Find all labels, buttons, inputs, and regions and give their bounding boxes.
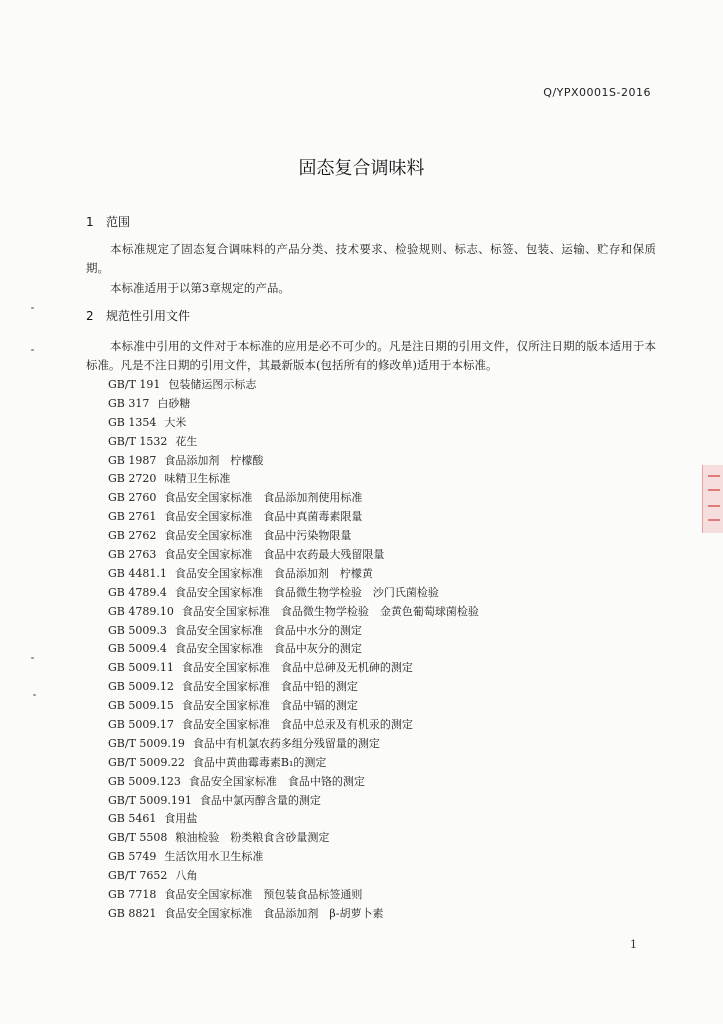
section-2-heading <box>86 307 190 324</box>
reference-item <box>108 905 479 924</box>
reference-code: GB 4481.1 <box>108 566 167 580</box>
reference-item <box>108 867 479 886</box>
reference-item <box>108 848 479 867</box>
reference-code: GB 4789.10 <box>108 604 174 618</box>
scope-applicability-paragraph: 本标准适用于以第3章规定的产品。 <box>110 281 290 295</box>
reference-title: 食品安全国家标准 食品中真菌毒素限量 <box>164 510 363 524</box>
standard-code: Q/YPX0001S-2016 <box>543 86 651 99</box>
reference-title: 食品安全国家标准 食品添加剂使用标准 <box>164 491 363 505</box>
reference-code: GB 1987 <box>108 453 157 467</box>
reference-item <box>108 584 479 603</box>
reference-title: 食品安全国家标准 食品中水分的测定 <box>174 623 362 637</box>
reference-code: GB 2761 <box>108 510 157 524</box>
page-number: 1 <box>630 938 637 951</box>
reference-title: 包装储运图示标志 <box>168 378 257 391</box>
reference-code: GB/T 5508 <box>108 831 168 845</box>
reference-item <box>108 659 479 678</box>
reference-title: 食品安全国家标准 食品中镉的测定 <box>181 699 358 713</box>
reference-code: GB/T 5009.19 <box>108 736 185 750</box>
reference-code: GB 5009.3 <box>108 623 167 637</box>
reference-title: 大米 <box>164 415 187 429</box>
seal-stamp-fragment <box>702 465 723 533</box>
reference-code: GB/T 5009.22 <box>108 755 185 769</box>
reference-item <box>108 640 479 659</box>
reference-code: GB 5461 <box>108 812 157 826</box>
reference-item <box>108 452 479 471</box>
reference-item <box>108 754 479 773</box>
reference-code: GB 5749 <box>108 850 157 864</box>
reference-code: GB 2763 <box>108 548 157 562</box>
reference-title: 食用盐 <box>164 812 198 826</box>
reference-title: 食品安全国家标准 食品微生物学检验 沙门氏菌检验 <box>174 585 439 599</box>
reference-code: GB 5009.4 <box>108 642 167 656</box>
scan-speck <box>33 694 36 696</box>
reference-title: 食品中有机氯农药多组分残留量的测定 <box>192 736 380 750</box>
reference-item <box>108 376 479 395</box>
reference-code: GB/T 7652 <box>108 869 168 883</box>
reference-code: GB 1354 <box>108 415 157 429</box>
section-title: 规范性引用文件 <box>106 309 191 323</box>
reference-title: 生活饮用水卫生标准 <box>164 850 264 864</box>
reference-item <box>108 829 479 848</box>
reference-code: GB 5009.11 <box>108 661 174 675</box>
reference-list <box>108 376 479 924</box>
normative-references-paragraph: 本标准中引用的文件对于本标准的应用是必不可少的。凡是注日期的引用文件，仅所注日期的版本适用于本标准。凡是不注日期的引用文件，其最新版本(包括所有的修改单)适用于本标准。 <box>86 339 656 372</box>
reference-title: 食品中氯丙醇含量的测定 <box>199 793 321 807</box>
reference-title: 味精卫生标准 <box>164 472 231 486</box>
reference-title: 食品安全国家标准 食品中农药最大残留限量 <box>164 548 385 562</box>
reference-code: GB 2760 <box>108 491 157 505</box>
section-1-heading <box>86 213 130 230</box>
section-number: 2 <box>86 309 94 323</box>
reference-title: 食品安全国家标准 食品添加剂 柠檬黄 <box>174 566 373 580</box>
reference-code: GB 7718 <box>108 888 157 902</box>
reference-item <box>108 414 479 433</box>
reference-code: GB/T 191 <box>108 378 161 391</box>
reference-title: 食品安全国家标准 食品中总砷及无机砷的测定 <box>181 661 413 675</box>
reference-item <box>108 395 479 414</box>
reference-item <box>108 546 479 565</box>
reference-item <box>108 697 479 716</box>
reference-title: 白砂糖 <box>157 396 191 410</box>
scope-paragraph: 本标准规定了固态复合调味料的产品分类、技术要求、检验规则、标志、标签、包装、运输、贮存和保质期。 <box>86 242 656 275</box>
reference-title: 食品安全国家标准 食品中铅的测定 <box>181 680 358 694</box>
reference-item <box>108 773 479 792</box>
reference-title: 食品安全国家标准 食品微生物学检验 金黄色葡萄球菌检验 <box>181 604 479 618</box>
reference-item <box>108 527 479 546</box>
reference-item <box>108 603 479 622</box>
reference-item <box>108 508 479 527</box>
reference-item <box>108 886 479 905</box>
reference-item <box>108 622 479 641</box>
reference-code: GB 5009.17 <box>108 718 174 732</box>
reference-item <box>108 489 479 508</box>
reference-code: GB 5009.12 <box>108 680 174 694</box>
reference-title: 食品安全国家标准 食品中污染物限量 <box>164 529 352 543</box>
reference-title: 食品安全国家标准 食品添加剂 β-胡萝卜素 <box>164 906 384 920</box>
reference-title: 食品安全国家标准 食品中总汞及有机汞的测定 <box>181 718 413 732</box>
reference-code: GB 5009.15 <box>108 699 174 713</box>
document-title: 固态复合调味料 <box>298 158 425 179</box>
reference-title: 食品中黄曲霉毒素B₁的测定 <box>192 755 327 769</box>
reference-code: GB 2762 <box>108 529 157 543</box>
scan-speck <box>31 307 34 309</box>
reference-title: 食品安全国家标准 预包装食品标签通则 <box>164 888 363 902</box>
reference-item <box>108 735 479 754</box>
reference-title: 食品安全国家标准 食品中灰分的测定 <box>174 642 362 656</box>
reference-item <box>108 810 479 829</box>
reference-item <box>108 716 479 735</box>
reference-code: GB 317 <box>108 396 150 410</box>
reference-item <box>108 470 479 489</box>
reference-title: 食品添加剂 柠檬酸 <box>164 453 264 467</box>
reference-item <box>108 678 479 697</box>
reference-item <box>108 565 479 584</box>
section-title: 范围 <box>106 215 131 229</box>
reference-code: GB 2720 <box>108 472 157 486</box>
reference-code: GB 8821 <box>108 906 157 920</box>
reference-code: GB/T 5009.191 <box>108 793 192 807</box>
reference-title: 食品安全国家标准 食品中铬的测定 <box>188 774 365 788</box>
reference-code: GB/T 1532 <box>108 434 168 448</box>
scan-speck <box>31 657 34 659</box>
scan-speck <box>31 349 34 351</box>
section-number: 1 <box>86 215 94 229</box>
reference-item <box>108 792 479 811</box>
reference-code: GB 5009.123 <box>108 774 181 788</box>
reference-title: 花生 <box>175 434 198 448</box>
reference-title: 粮油检验 粉类粮食含砂量测定 <box>175 831 330 845</box>
reference-title: 八角 <box>175 869 198 883</box>
reference-item <box>108 433 479 452</box>
reference-code: GB 4789.4 <box>108 585 167 599</box>
